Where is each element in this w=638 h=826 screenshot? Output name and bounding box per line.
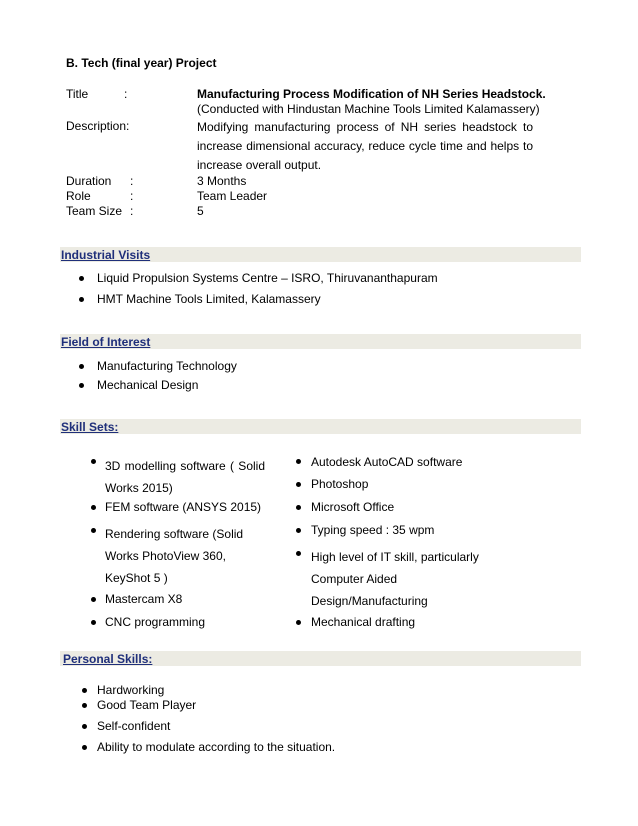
skill-item: High level of IT skill, particularly Computer Aided Design/Manufacturing [311,550,479,608]
bullet-icon [79,276,84,281]
title-colon: : [124,87,128,101]
project-description: Modifying manufacturing process of NH series headstock to increase dimensional accuracy, reduce cycle time and helps to increase overall output. [197,120,533,172]
duration-label: Duration [66,174,112,188]
duration-value: 3 Months [197,174,247,188]
industrial-visits-title: Industrial Visits [61,248,151,262]
bullet-icon [296,459,301,464]
bullet-icon [296,505,301,510]
list-item: Hardworking [97,683,165,697]
bullet-icon [91,597,96,602]
role-label: Role [66,189,91,203]
bullet-icon [82,745,87,750]
team-size-label: Team Size [66,204,123,218]
skill-item: 3D modelling software ( Solid Works 2015) [105,459,265,495]
bullet-icon [296,620,301,625]
list-item: Liquid Propulsion Systems Centre – ISRO, Thiruvananthapuram [97,271,438,285]
list-item: Good Team Player [97,698,197,712]
project-title-sub: (Conducted with Hindustan Machine Tools Limited Kalamassery) [197,102,540,116]
bullet-icon [91,620,96,625]
bullet-icon [79,297,84,302]
project-title: Manufacturing Process Modification of NH Series Headstock. [197,87,546,101]
skill-item: CNC programming [105,615,206,629]
skill-item: Typing speed : 35 wpm [311,523,435,537]
role-colon: : [130,189,134,203]
skill-sets-title: Skill Sets: [61,420,119,434]
skill-item: Photoshop [311,477,369,491]
team-size-value: 5 [197,204,204,218]
duration-colon: : [130,174,134,188]
section-bar-skill-sets [60,419,581,434]
bullet-icon [91,528,96,533]
list-item: Self-confident [97,719,171,733]
title-label: Title [66,87,89,101]
bullet-icon [79,364,84,369]
bullet-icon [91,505,96,510]
bullet-icon [91,459,96,464]
skill-item: Autodesk AutoCAD software [311,455,463,469]
list-item: Mechanical Design [97,378,199,392]
bullet-icon [82,688,87,693]
team-size-colon: : [130,204,134,218]
field-of-interest-title: Field of Interest [61,335,151,349]
skill-item: Rendering software (Solid Works PhotoView 360, KeyShot 5 ) [105,527,244,585]
bullet-icon [82,724,87,729]
skill-item: Microsoft Office [311,500,395,514]
bullet-icon [296,528,301,533]
bullet-icon [82,703,87,708]
bullet-icon [79,383,84,388]
list-item: Manufacturing Technology [97,359,237,373]
project-heading: B. Tech (final year) Project [66,56,217,70]
skill-item: Mastercam X8 [105,592,183,606]
list-item: HMT Machine Tools Limited, Kalamassery [97,292,321,306]
bullet-icon [296,551,301,556]
personal-skills-title: Personal Skills: [63,652,153,666]
bullet-icon [296,482,301,487]
description-label: Description: [66,119,130,133]
role-value: Team Leader [197,189,268,203]
skill-item: Mechanical drafting [311,615,416,629]
skill-item: FEM software (ANSYS 2015) [105,500,262,514]
list-item: Ability to modulate according to the situation. [97,740,336,754]
